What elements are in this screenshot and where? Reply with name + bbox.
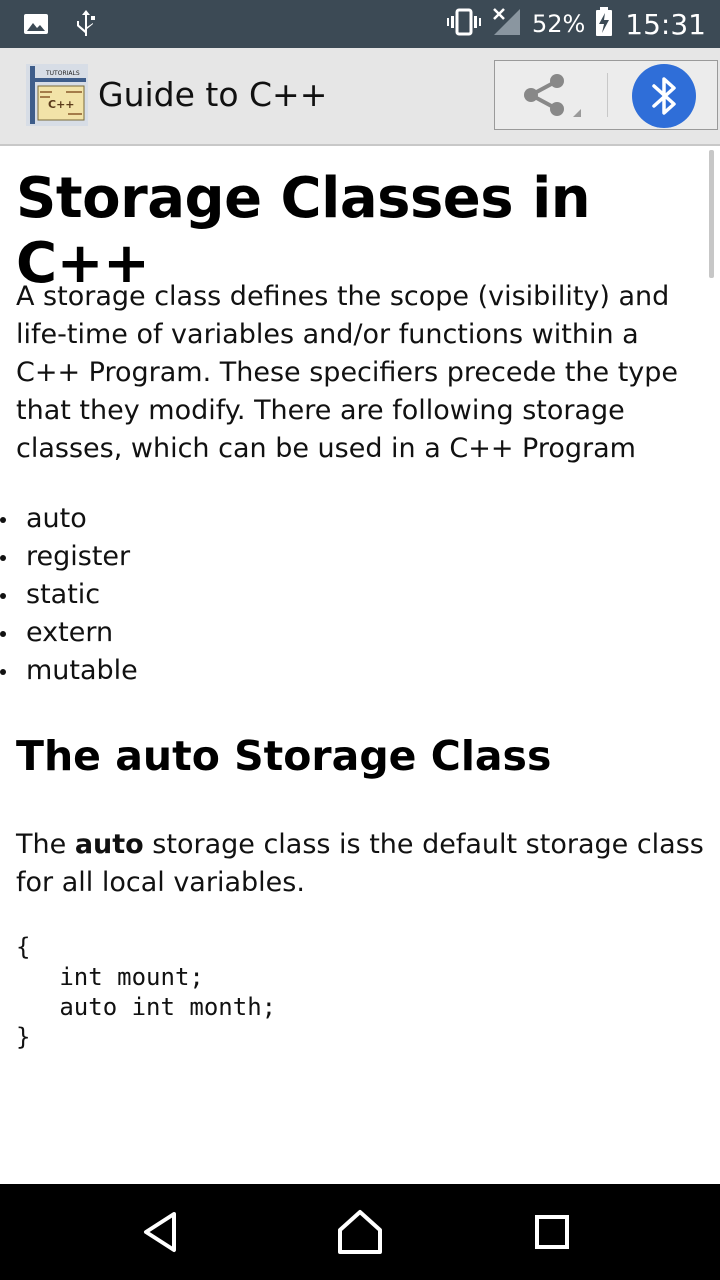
list-item: register [26, 538, 138, 576]
logo-subtext: C++ [48, 98, 75, 111]
usb-icon [72, 8, 100, 45]
list-item: extern [26, 614, 138, 652]
clock: 15:31 [625, 7, 706, 41]
page-title: Storage Classes in C++ [16, 166, 591, 296]
section-paragraph [16, 826, 706, 902]
recents-button[interactable] [526, 1206, 578, 1258]
status-bar [0, 0, 720, 48]
section-title: The auto Storage Class [16, 732, 552, 780]
home-button[interactable] [334, 1206, 386, 1258]
action-group [494, 60, 718, 130]
battery-percent: 52% [531, 10, 586, 38]
list-item: auto [26, 500, 138, 538]
bluetooth-button[interactable] [632, 64, 696, 128]
back-icon [134, 1245, 186, 1262]
app-title: Guide to C++ [98, 75, 328, 114]
section-para-keyword: auto [74, 829, 144, 860]
app-logo [26, 64, 88, 126]
logo-text: TUTORIALS [46, 70, 80, 77]
list-item: static [26, 576, 138, 614]
code-block: { int mount; auto int month; } [16, 933, 277, 1051]
battery-charging-icon [595, 7, 613, 42]
no-signal-icon [492, 7, 522, 42]
home-icon [334, 1245, 386, 1262]
back-button[interactable] [134, 1206, 186, 1258]
article-content[interactable] [0, 146, 720, 1184]
share-icon [495, 116, 605, 133]
vibrate-icon [446, 8, 482, 41]
storage-class-list [26, 500, 138, 690]
intro-paragraph: A storage class defines the scope (visibility) and life-time of variables and/or functions within a C++ Program. These specifiers precede the type that they modify. There are following storage classes, which can be used in a C++ Program [16, 281, 679, 464]
share-button[interactable] [495, 61, 605, 129]
section-para-prefix: The [16, 829, 75, 860]
nav-bar [0, 1184, 720, 1280]
bluetooth-icon [632, 115, 696, 132]
section-para-suffix: storage class is the default storage class for all local variables. [16, 829, 704, 898]
recents-icon [526, 1245, 578, 1262]
app-bar [0, 48, 720, 146]
image-icon [22, 10, 50, 43]
list-item: mutable [26, 652, 138, 690]
action-divider [607, 73, 608, 117]
